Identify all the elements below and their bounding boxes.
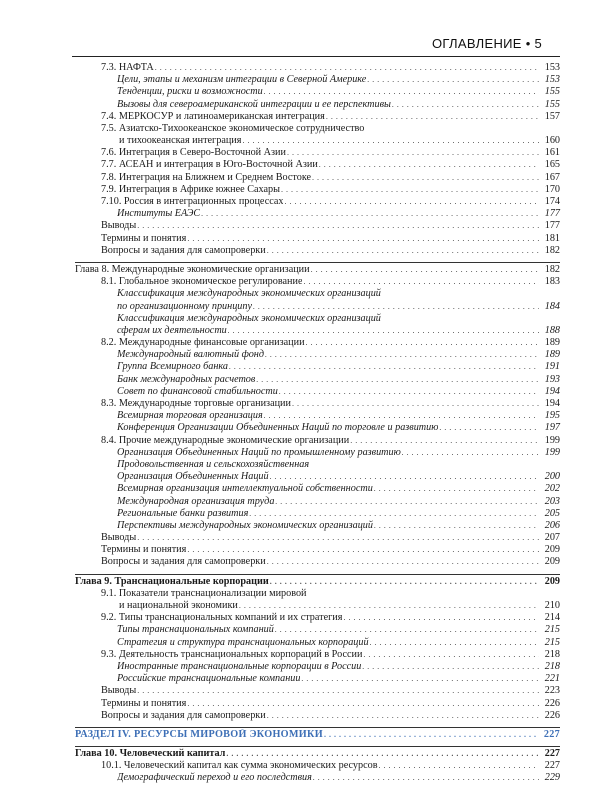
dot-leader [267, 557, 539, 569]
dot-leader [239, 600, 539, 612]
dot-leader [324, 729, 539, 741]
toc-page-number: 194 [544, 398, 560, 410]
toc-page-number: 183 [544, 276, 560, 288]
toc-entry[interactable] [75, 520, 560, 532]
toc-page-number: 174 [544, 196, 560, 208]
toc-page-number: 195 [544, 410, 560, 422]
header-rule [72, 56, 560, 57]
toc-page-number: 153 [544, 61, 560, 73]
toc-entry[interactable] [75, 147, 560, 159]
toc-page-number: 177 [544, 208, 560, 220]
toc-page-number: 221 [544, 673, 560, 685]
toc-entry[interactable] [75, 773, 560, 785]
dot-leader [439, 422, 539, 434]
toc-entry[interactable] [75, 301, 560, 313]
toc-entry[interactable] [75, 135, 560, 147]
toc-page-number: 215 [544, 624, 560, 636]
toc-entry-title: Стратегия и структура транснациональных корпораций [117, 636, 369, 648]
toc-entry[interactable] [75, 544, 560, 556]
running-head [432, 36, 542, 51]
toc-page-number: 153 [544, 74, 560, 86]
dot-leader [363, 649, 539, 661]
toc-entry-title: Термины и понятия [101, 232, 187, 244]
toc-group [75, 727, 560, 741]
dot-leader [287, 147, 539, 159]
toc-page-number: 167 [544, 171, 560, 183]
toc-page-number: 210 [544, 600, 560, 612]
toc-page-number: 218 [544, 660, 560, 672]
toc-entry[interactable] [75, 698, 560, 710]
dot-leader [370, 637, 539, 649]
toc-entry[interactable] [75, 264, 560, 276]
dot-leader [281, 184, 539, 196]
toc-entry-title: Всемирная организация интеллектуальной собственности [117, 483, 373, 495]
toc-entry-title: Вызовы для североамериканской интеграции и ее перспективы [117, 98, 391, 110]
toc-entry-title: 9.2. Типы транснациональных компаний и их стратегия [101, 612, 343, 624]
dot-leader [249, 508, 539, 520]
toc-entry[interactable] [75, 398, 560, 410]
toc-entry-title: Глава 8. Международные экономические организации [75, 263, 310, 275]
toc-entry[interactable] [75, 612, 560, 624]
toc-entry-title: Классификация международных экономических организаций [117, 288, 381, 300]
toc-page-number: 227 [543, 728, 560, 740]
toc-page-number: 161 [544, 147, 560, 159]
toc-entry-title: РАЗДЕЛ IV. РЕСУРСЫ МИРОВОЙ ЭКОНОМИКИ [75, 728, 323, 740]
dot-leader [367, 74, 539, 86]
toc-entry-title: Региональные банки развития [117, 507, 249, 519]
toc-entry-title: 7.7. АСЕАН и интеграция в Юго-Восточной Азии [101, 159, 318, 171]
toc-page-number: 189 [544, 337, 560, 349]
toc-entry-title: 9.3. Деятельность транснациональных корпораций в России [101, 648, 363, 660]
toc-entry-title: Термины и понятия [101, 544, 187, 556]
toc-entry-title: 7.8. Интеграция на Ближнем и Среднем Востоке [101, 171, 312, 183]
toc-page-number: 227 [544, 760, 560, 772]
toc-entry[interactable] [75, 349, 560, 361]
toc-entry-title: 7.5. Азиатско-Тихоокеанское экономическое сотрудничество [101, 122, 365, 134]
dot-leader [306, 337, 539, 349]
toc-page-number: 209 [544, 556, 560, 568]
toc-entry[interactable] [75, 508, 560, 520]
toc-entry[interactable] [75, 337, 560, 349]
toc-page-number: 199 [544, 446, 560, 458]
dot-leader [311, 264, 539, 276]
toc-entry[interactable] [75, 160, 560, 172]
toc-entry-title: 7.10. Россия в интеграционных процессах [101, 196, 284, 208]
toc-page-number: 177 [544, 220, 560, 232]
toc-entry-title: Демографический переход и его последствия [117, 772, 312, 784]
toc-page-number: 200 [544, 471, 560, 483]
toc-entry-title: 8.1. Глобальное экономическое регулирование [101, 276, 303, 288]
dot-leader [242, 135, 539, 147]
toc-entry[interactable] [75, 62, 560, 74]
toc-entry-title: 8.3. Международные торговые организации [101, 398, 291, 410]
running-head-bullet: • [525, 36, 531, 51]
toc-entry[interactable] [75, 208, 560, 220]
toc-entry[interactable] [75, 649, 560, 661]
dot-leader [313, 773, 539, 785]
toc-entry[interactable] [75, 710, 560, 722]
page-header [0, 0, 600, 62]
toc-group [75, 574, 560, 722]
toc-entry[interactable] [75, 325, 560, 337]
toc-entry-title: по организационному принципу [117, 300, 253, 312]
toc-entry-title: Продовольственная и сельскохозяйственная [117, 459, 310, 470]
toc-entry-title: Выводы [101, 685, 137, 697]
toc-entry[interactable] [75, 86, 560, 98]
dot-leader [319, 160, 539, 172]
toc-entry[interactable] [75, 276, 560, 288]
table-of-contents [75, 62, 560, 785]
toc-entry[interactable] [75, 557, 560, 569]
toc-entry-title: Выводы [101, 220, 137, 232]
toc-page-number: 206 [544, 519, 560, 531]
dot-leader [374, 520, 539, 532]
dot-leader [137, 685, 539, 697]
toc-page-number: 155 [544, 86, 560, 98]
toc-entry-title: Цели, этапы и механизм интеграции в Северной Америке [117, 74, 367, 86]
toc-page-number: 155 [544, 98, 560, 110]
dot-leader [284, 196, 539, 208]
dot-leader [275, 496, 539, 508]
toc-entry-title: 9.1. Показатели транснационализации мировой [101, 587, 307, 599]
dot-leader [265, 349, 539, 361]
dot-leader [350, 435, 539, 447]
toc-group [75, 62, 560, 257]
toc-page-number: 227 [544, 748, 560, 760]
toc-entry[interactable] [75, 374, 560, 386]
toc-page-number: 202 [544, 483, 560, 495]
toc-entry[interactable] [75, 362, 560, 374]
toc-entry[interactable] [75, 435, 560, 447]
toc-entry-title: 8.2. Международные финансовые организации [101, 337, 305, 349]
toc-entry-title: Российские транснациональные компании [117, 673, 301, 685]
toc-entry[interactable] [75, 111, 560, 123]
toc-entry-title: Глава 10. Человеческий капитал [75, 748, 226, 760]
toc-entry-title: Выводы [101, 532, 137, 544]
dot-leader [256, 374, 539, 386]
toc-entry[interactable] [75, 471, 560, 483]
toc-page-number: 191 [544, 361, 560, 373]
toc-page-number: 205 [544, 507, 560, 519]
toc-page-number: 207 [544, 532, 560, 544]
toc-entry-title: Международная организация труда [117, 495, 275, 507]
toc-page-number: 209 [544, 575, 560, 587]
toc-page-number: 215 [544, 636, 560, 648]
toc-page-number: 182 [544, 244, 560, 256]
toc-entry-title: Группа Всемирного банка [117, 361, 229, 373]
toc-entry-title: Перспективы международных экономических организаций [117, 519, 373, 531]
toc-page-number: 184 [544, 300, 560, 312]
dot-leader [326, 111, 539, 123]
toc-entry[interactable] [75, 74, 560, 86]
dot-leader [267, 710, 539, 722]
toc-entry-title: 7.3. НАФТА [101, 61, 154, 73]
toc-page-number: 197 [544, 422, 560, 434]
toc-entry[interactable] [75, 172, 560, 184]
toc-entry[interactable] [75, 196, 560, 208]
dot-leader [301, 673, 539, 685]
toc-entry-title: Типы транснациональных компаний [117, 624, 274, 636]
toc-page-number: 203 [544, 495, 560, 507]
dot-leader [362, 661, 539, 673]
toc-page-number: 229 [544, 772, 560, 784]
dot-leader [379, 760, 539, 772]
dot-leader [292, 398, 539, 410]
toc-page-number: 194 [544, 385, 560, 397]
toc-entry[interactable] [75, 685, 560, 697]
dot-leader [267, 245, 539, 257]
toc-entry[interactable] [75, 245, 560, 257]
toc-page-number: 223 [544, 685, 560, 697]
dot-leader [303, 276, 539, 288]
toc-entry-title: 8.4. Прочие международные экономические организации [101, 434, 350, 446]
toc-entry[interactable] [75, 532, 560, 544]
toc-entry-title: Иностранные транснациональные корпорации в России [117, 660, 362, 672]
toc-entry[interactable] [75, 410, 560, 422]
toc-entry-title: Международный валютный фонд [117, 349, 264, 361]
dot-leader [201, 208, 539, 220]
toc-entry-title: Организация Объединенных Наций по промышленному развитию [117, 446, 401, 458]
toc-entry-title: Классификация международных экономических организаций [117, 312, 381, 324]
dot-leader [270, 471, 539, 483]
toc-entry[interactable] [75, 422, 560, 434]
toc-entry-title: 7.4. МЕРКОСУР и латиноамериканская интеграция [101, 110, 325, 122]
page-number: 5 [534, 36, 542, 51]
toc-entry-title: Конференция Организации Объединенных Наций по торговле и развитию [117, 422, 439, 434]
toc-entry-title: Термины и понятия [101, 697, 187, 709]
toc-page-number: 160 [544, 135, 560, 147]
dot-leader [137, 532, 539, 544]
toc-section-entry[interactable] [75, 729, 560, 741]
dot-leader [187, 544, 539, 556]
toc-entry-title: 7.9. Интеграция в Африке южнее Сахары [101, 183, 280, 195]
toc-entry-title: Глава 9. Транснациональные корпорации [75, 575, 269, 587]
toc-entry[interactable] [75, 637, 560, 649]
toc-entry-title: Вопросы и задания для самопроверки [101, 244, 266, 256]
toc-page-number: 214 [544, 612, 560, 624]
dot-leader [187, 698, 539, 710]
toc-entry[interactable] [75, 220, 560, 232]
toc-entry-title: сферам их деятельности [117, 324, 227, 336]
dot-leader [187, 233, 539, 245]
toc-entry[interactable] [75, 184, 560, 196]
toc-entry[interactable] [75, 661, 560, 673]
toc-page-number: 181 [544, 232, 560, 244]
toc-entry-title: Вопросы и задания для самопроверки [101, 709, 266, 721]
toc-group [75, 262, 560, 569]
toc-entry[interactable] [75, 386, 560, 398]
toc-entry[interactable] [75, 99, 560, 111]
toc-page-number: 170 [544, 183, 560, 195]
toc-page-number: 188 [544, 324, 560, 336]
toc-group [75, 746, 560, 785]
dot-leader [275, 624, 539, 636]
toc-page-number: 209 [544, 544, 560, 556]
dot-leader [270, 576, 539, 588]
toc-page-number: 218 [544, 648, 560, 660]
dot-leader [253, 301, 539, 313]
dot-leader [228, 325, 539, 337]
toc-entry-title: и национальной экономики [119, 600, 238, 612]
toc-page-number: 226 [544, 697, 560, 709]
dot-leader [264, 86, 539, 98]
toc-entry-title: Организация Объединенных Наций [117, 471, 269, 483]
toc-entry-title: Институты ЕАЭС [117, 208, 201, 220]
toc-entry[interactable] [75, 624, 560, 636]
toc-entry[interactable] [75, 496, 560, 508]
dot-leader [137, 220, 539, 232]
toc-entry-title: Всемирная торговая организация [117, 410, 263, 422]
dot-leader [343, 612, 539, 624]
dot-leader [402, 447, 539, 459]
toc-page-number: 165 [544, 159, 560, 171]
dot-leader [279, 386, 539, 398]
toc-entry-title: 10.1. Человеческий капитал как сумма экономических ресурсов [101, 760, 378, 772]
toc-entry-title: 7.6. Интеграция в Северо-Восточной Азии [101, 147, 286, 159]
toc-page-number: 189 [544, 349, 560, 361]
toc-entry-title: Банк международных расчетов [117, 373, 256, 385]
toc-entry-title: Вопросы и задания для самопроверки [101, 556, 266, 568]
dot-leader [229, 362, 539, 374]
toc-page-number: 226 [544, 709, 560, 721]
toc-entry[interactable] [75, 233, 560, 245]
toc-entry-title: и тихоокеанская интеграция [119, 135, 242, 147]
toc-entry-title: Совет по финансовой стабильности [117, 385, 278, 397]
toc-entry[interactable] [75, 576, 560, 588]
toc-entry[interactable] [75, 447, 560, 459]
toc-entry[interactable] [75, 760, 560, 772]
running-head-title: ОГЛАВЛЕНИЕ [432, 36, 522, 51]
dot-leader [312, 172, 539, 184]
toc-page-number: 157 [544, 110, 560, 122]
toc-page-number: 199 [544, 434, 560, 446]
toc-entry[interactable] [75, 483, 560, 495]
toc-entry-title: Тенденции, риски и возможности [117, 86, 263, 98]
toc-entry[interactable] [75, 600, 560, 612]
dot-leader [264, 410, 539, 422]
dot-leader [374, 483, 539, 495]
dot-leader [155, 62, 539, 74]
toc-entry[interactable] [75, 673, 560, 685]
toc-page-number: 193 [544, 373, 560, 385]
toc-page-number: 182 [544, 263, 560, 275]
dot-leader [392, 99, 539, 111]
